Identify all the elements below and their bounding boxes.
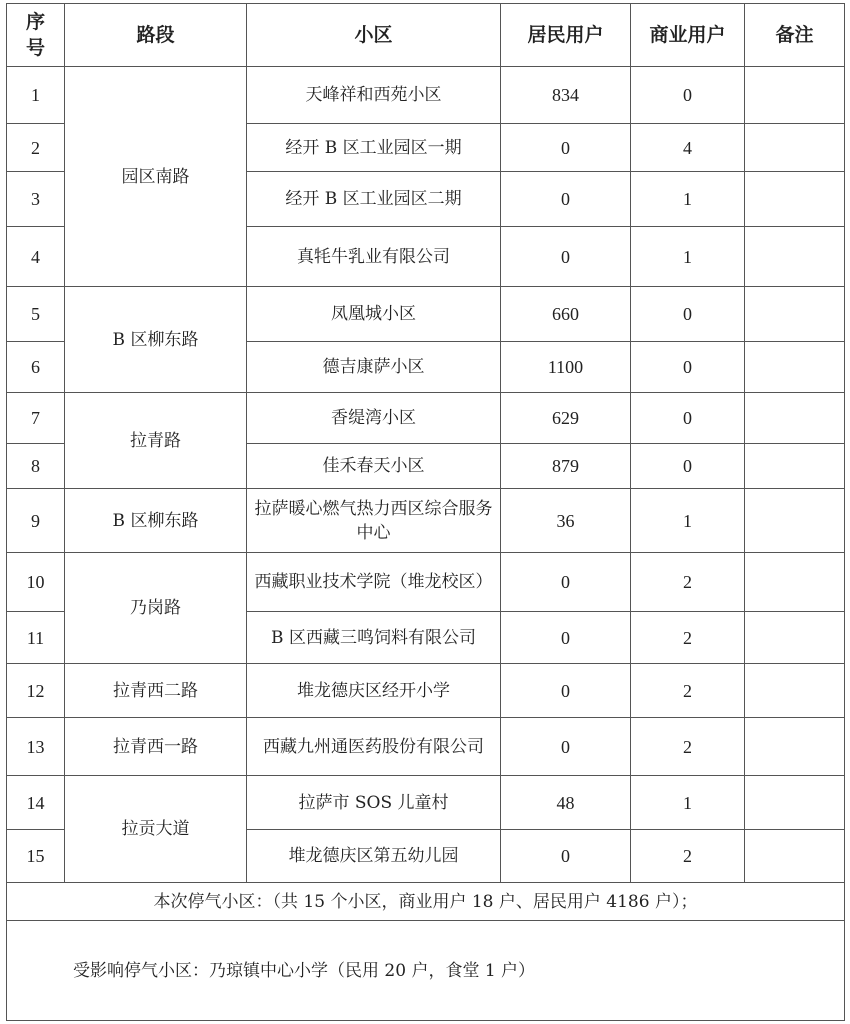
remark-cell — [745, 776, 845, 830]
remark-cell — [745, 67, 845, 124]
row-index: 10 — [7, 553, 65, 612]
commercial-cell: 1 — [631, 172, 745, 227]
row-index: 15 — [7, 830, 65, 883]
remark-cell — [745, 287, 845, 342]
table-row — [7, 287, 845, 342]
community-cell: B 区西藏三鸣饲料有限公司 — [247, 612, 501, 664]
residential-cell: 0 — [501, 553, 631, 612]
header-row — [7, 4, 845, 67]
community-cell: 真牦牛乳业有限公司 — [247, 227, 501, 287]
commercial-cell: 2 — [631, 553, 745, 612]
affected-row — [7, 921, 845, 1021]
community-cell: 佳禾春天小区 — [247, 444, 501, 489]
row-index: 8 — [7, 444, 65, 489]
table-row — [7, 718, 845, 776]
row-index: 5 — [7, 287, 65, 342]
affected-text: 受影响停气小区：乃琼镇中心小学（民用 20 户，食堂 1 户） — [7, 921, 845, 1021]
community-cell: 经开 B 区工业园区二期 — [247, 172, 501, 227]
remark-cell — [745, 612, 845, 664]
remark-cell — [745, 342, 845, 393]
header-residential: 居民用户 — [501, 4, 631, 67]
row-index: 1 — [7, 67, 65, 124]
residential-cell: 660 — [501, 287, 631, 342]
commercial-cell: 2 — [631, 612, 745, 664]
community-cell: 西藏职业技术学院（堆龙校区） — [247, 553, 501, 612]
road-cell: B 区柳东路 — [65, 489, 247, 553]
remark-cell — [745, 553, 845, 612]
residential-cell: 0 — [501, 124, 631, 172]
commercial-cell: 0 — [631, 67, 745, 124]
road-cell: 拉贡大道 — [65, 776, 247, 883]
community-cell: 凤凰城小区 — [247, 287, 501, 342]
table-row — [7, 776, 845, 830]
row-index: 13 — [7, 718, 65, 776]
remark-cell — [745, 227, 845, 287]
commercial-cell: 0 — [631, 444, 745, 489]
community-cell: 香缇湾小区 — [247, 393, 501, 444]
commercial-cell: 0 — [631, 342, 745, 393]
community-cell: 经开 B 区工业园区一期 — [247, 124, 501, 172]
commercial-cell: 1 — [631, 776, 745, 830]
residential-cell: 0 — [501, 612, 631, 664]
commercial-cell: 2 — [631, 830, 745, 883]
table-row — [7, 489, 845, 553]
header-commercial: 商业用户 — [631, 4, 745, 67]
remark-cell — [745, 444, 845, 489]
summary-text: 本次停气小区：（共 15 个小区，商业用户 18 户、居民用户 4186 户）； — [7, 883, 845, 921]
residential-cell: 879 — [501, 444, 631, 489]
residential-cell: 0 — [501, 718, 631, 776]
remark-cell — [745, 664, 845, 718]
commercial-cell: 0 — [631, 393, 745, 444]
community-cell: 拉萨暖心燃气热力西区综合服务中心 — [247, 489, 501, 553]
row-index: 3 — [7, 172, 65, 227]
road-cell: 乃岗路 — [65, 553, 247, 664]
remark-cell — [745, 172, 845, 227]
residential-cell: 48 — [501, 776, 631, 830]
table-row — [7, 553, 845, 612]
community-cell: 拉萨市 SOS 儿童村 — [247, 776, 501, 830]
road-cell: 拉青路 — [65, 393, 247, 489]
residential-cell: 0 — [501, 172, 631, 227]
row-index: 2 — [7, 124, 65, 172]
table-row — [7, 664, 845, 718]
row-index: 4 — [7, 227, 65, 287]
community-cell: 德吉康萨小区 — [247, 342, 501, 393]
row-index: 11 — [7, 612, 65, 664]
remark-cell — [745, 830, 845, 883]
table-row — [7, 393, 845, 444]
row-index: 12 — [7, 664, 65, 718]
row-index: 6 — [7, 342, 65, 393]
row-index: 9 — [7, 489, 65, 553]
community-cell: 天峰祥和西苑小区 — [247, 67, 501, 124]
community-cell: 堆龙德庆区经开小学 — [247, 664, 501, 718]
header-remark: 备注 — [745, 4, 845, 67]
summary-row — [7, 883, 845, 921]
table-row — [7, 67, 845, 124]
community-cell: 西藏九州通医药股份有限公司 — [247, 718, 501, 776]
road-cell: 拉青西一路 — [65, 718, 247, 776]
road-cell: B 区柳东路 — [65, 287, 247, 393]
row-index: 7 — [7, 393, 65, 444]
commercial-cell: 2 — [631, 718, 745, 776]
residential-cell: 1100 — [501, 342, 631, 393]
community-cell: 堆龙德庆区第五幼儿园 — [247, 830, 501, 883]
residential-cell: 0 — [501, 830, 631, 883]
residential-cell: 834 — [501, 67, 631, 124]
residential-cell: 0 — [501, 227, 631, 287]
header-index: 序 号 — [7, 4, 65, 67]
residential-cell: 0 — [501, 664, 631, 718]
commercial-cell: 2 — [631, 664, 745, 718]
commercial-cell: 1 — [631, 489, 745, 553]
outage-table — [6, 3, 845, 1021]
remark-cell — [745, 718, 845, 776]
residential-cell: 629 — [501, 393, 631, 444]
road-cell: 园区南路 — [65, 67, 247, 287]
residential-cell: 36 — [501, 489, 631, 553]
header-community: 小区 — [247, 4, 501, 67]
remark-cell — [745, 124, 845, 172]
header-road: 路段 — [65, 4, 247, 67]
remark-cell — [745, 489, 845, 553]
remark-cell — [745, 393, 845, 444]
commercial-cell: 0 — [631, 287, 745, 342]
commercial-cell: 4 — [631, 124, 745, 172]
road-cell: 拉青西二路 — [65, 664, 247, 718]
row-index: 14 — [7, 776, 65, 830]
commercial-cell: 1 — [631, 227, 745, 287]
